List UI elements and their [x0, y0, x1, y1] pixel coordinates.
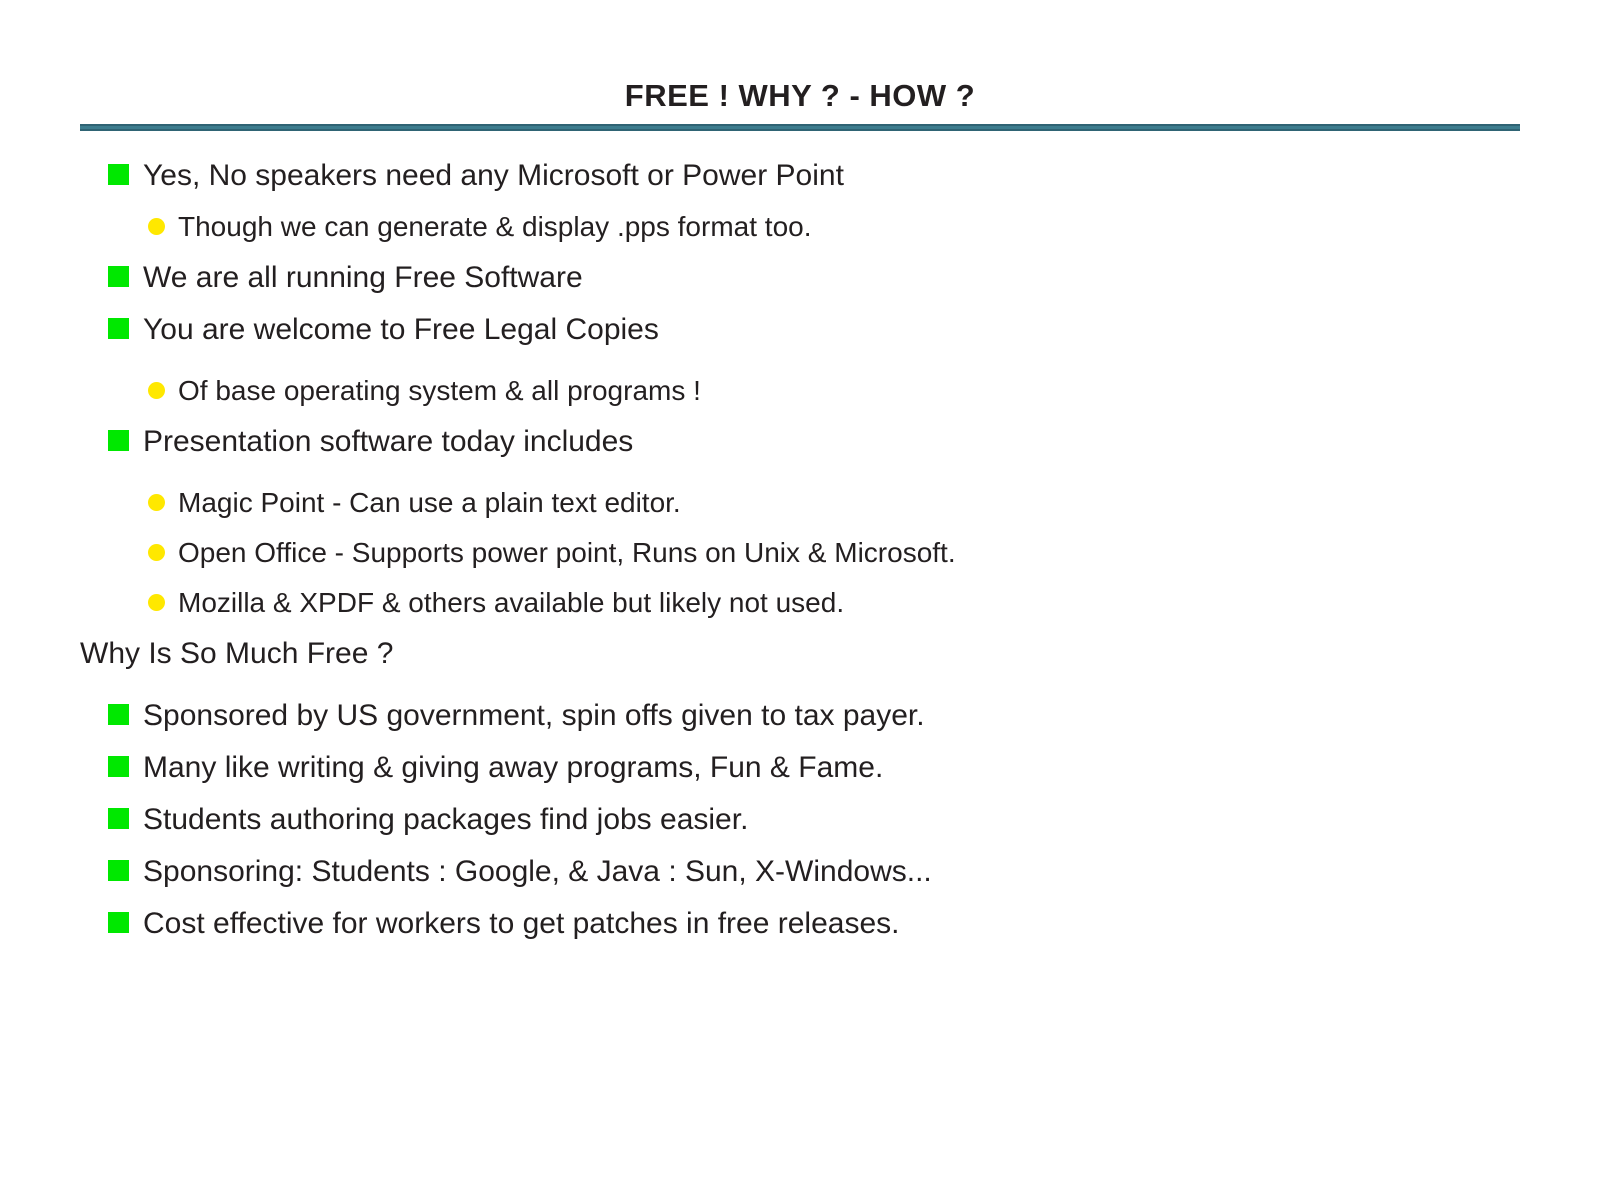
section-heading-text: Why Is So Much Free ? — [80, 637, 394, 670]
list-item — [80, 692, 1540, 740]
list-item — [80, 900, 1540, 948]
list-item-text: Mozilla & XPDF & others available but likely not used. — [178, 587, 845, 618]
square-bullet-icon — [108, 318, 129, 339]
list-item — [80, 744, 1540, 792]
list-item-text: Sponsored by US government, spin offs given to tax payer. — [143, 699, 925, 732]
list-item-text: Magic Point - Can use a plain text editor. — [178, 487, 681, 518]
spacer — [80, 682, 1540, 692]
list-item-text: We are all running Free Software — [143, 261, 583, 294]
disc-bullet-icon — [148, 382, 165, 399]
list-item — [80, 254, 1540, 302]
list-item — [80, 306, 1540, 354]
title-divider — [80, 124, 1520, 131]
square-bullet-icon — [108, 704, 129, 725]
list-item-text: Presentation software today includes — [143, 425, 634, 458]
list-item — [80, 480, 1540, 526]
list-item — [80, 204, 1540, 250]
list-item-text: Open Office - Supports power point, Runs on Unix & Microsoft. — [178, 537, 956, 568]
disc-bullet-icon — [148, 594, 165, 611]
list-item — [80, 368, 1540, 414]
square-bullet-icon — [108, 808, 129, 829]
disc-bullet-icon — [148, 218, 165, 235]
disc-bullet-icon — [148, 494, 165, 511]
list-item — [80, 580, 1540, 626]
list-item-text: You are welcome to Free Legal Copies — [143, 313, 659, 346]
list-item — [80, 530, 1540, 576]
list-item-text: Students authoring packages find jobs easier. — [143, 803, 749, 836]
list-item-text: Many like writing & giving away programs, Fun & Fame. — [143, 751, 884, 784]
list-item-text: Sponsoring: Students : Google, & Java : Sun, X-Windows... — [143, 855, 932, 888]
square-bullet-icon — [108, 912, 129, 933]
list-item — [80, 152, 1540, 200]
spacer — [80, 358, 1540, 368]
list-item-text: Though we can generate & display .pps format too. — [178, 211, 812, 242]
list-item — [80, 796, 1540, 844]
list-item — [80, 418, 1540, 466]
square-bullet-icon — [108, 756, 129, 777]
section-heading — [80, 630, 1540, 678]
square-bullet-icon — [108, 266, 129, 287]
list-item — [80, 848, 1540, 896]
square-bullet-icon — [108, 860, 129, 881]
list-item-text: Cost effective for workers to get patches in free releases. — [143, 907, 900, 940]
list-item-text: Of base operating system & all programs ! — [178, 375, 701, 406]
slide-body — [80, 152, 1540, 952]
page-title: FREE ! WHY ? - HOW ? — [624, 78, 976, 113]
spacer — [80, 470, 1540, 480]
list-item-text: Yes, No speakers need any Microsoft or Power Point — [143, 159, 844, 192]
square-bullet-icon — [108, 430, 129, 451]
square-bullet-icon — [108, 164, 129, 185]
disc-bullet-icon — [148, 544, 165, 561]
